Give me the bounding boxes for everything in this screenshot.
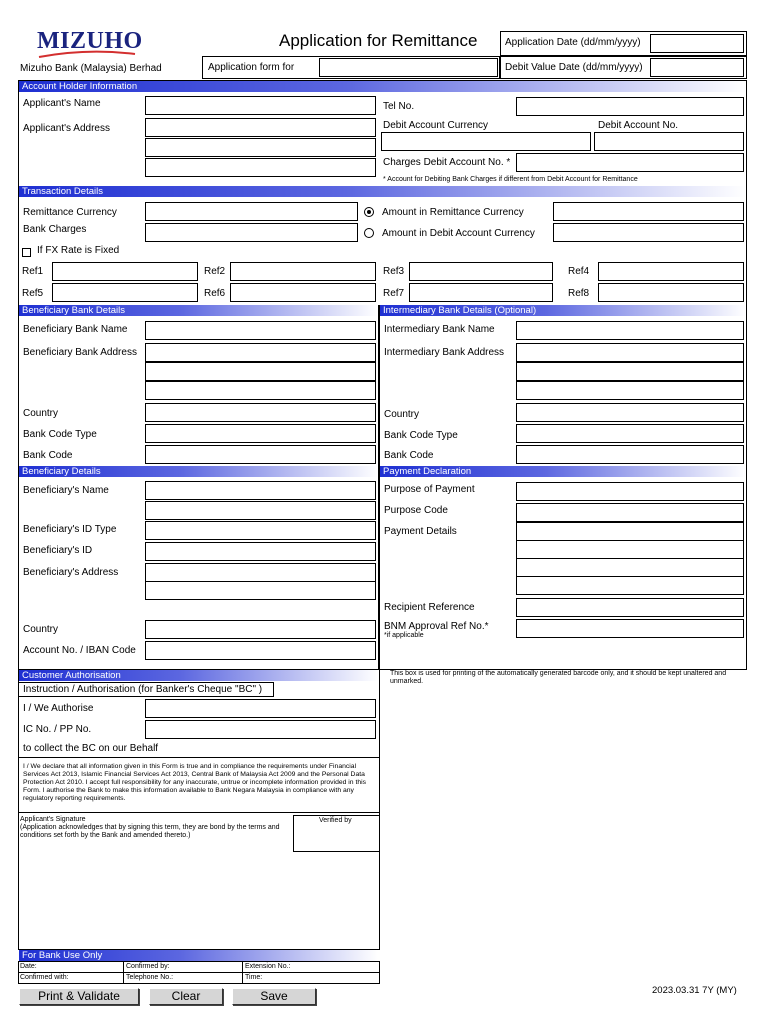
verified-label: Verified by [319, 817, 352, 824]
page-title: Application for Remittance [279, 31, 478, 50]
barcode-note: This box is used for printing of the automatically generated barcode only, and it should be kept unaltered and unmarked. [390, 670, 727, 685]
bank-charges-label: Bank Charges [23, 224, 87, 235]
ref4-label: Ref4 [568, 266, 590, 277]
account-holder-section-title: Account Holder Information [19, 81, 746, 92]
beneficiary-id-type-label: Beneficiary's ID Type [23, 524, 117, 535]
beneficiary-bank-section-title: Beneficiary Bank Details [19, 305, 378, 316]
recipient-ref-label: Recipient Reference [384, 602, 475, 613]
beneficiary-bank-code-type-label: Bank Code Type [23, 429, 97, 440]
applicant-address-line-3[interactable] [145, 158, 376, 177]
beneficiary-name-line-2[interactable] [145, 501, 376, 520]
ref8-label: Ref8 [568, 288, 590, 299]
logo-text: MIZUHO [37, 28, 143, 54]
tel-label: Tel No. [383, 101, 415, 112]
beneficiary-section-title: Beneficiary Details [19, 466, 378, 477]
we-authorise-input[interactable] [145, 699, 376, 718]
payment-details-line-1[interactable] [516, 522, 744, 541]
beneficiary-bank-name-label: Beneficiary Bank Name [23, 324, 128, 335]
application-date-input[interactable] [650, 34, 744, 53]
beneficiary-bank-address-line-2[interactable] [145, 362, 376, 381]
date-box-divider [500, 55, 747, 57]
ref5-label: Ref5 [22, 288, 44, 299]
beneficiary-id-type-select[interactable] [145, 521, 376, 540]
purpose-code-label: Purpose Code [384, 505, 448, 516]
beneficiary-bank-country-input[interactable] [145, 403, 376, 422]
beneficiary-address-label: Beneficiary's Address [23, 567, 119, 578]
beneficiary-bank-name-input[interactable] [145, 321, 376, 340]
signature-area[interactable] [20, 852, 378, 948]
fx-fixed-checkbox[interactable] [22, 248, 31, 257]
purpose-label: Purpose of Payment [384, 484, 475, 495]
payment-section-title: Payment Declaration [380, 466, 746, 477]
ref6-label: Ref6 [204, 288, 226, 299]
ref3-input[interactable] [409, 262, 553, 281]
declaration-divider [19, 757, 379, 758]
beneficiary-address-line-2[interactable] [145, 581, 376, 600]
beneficiary-name-line-1[interactable] [145, 481, 376, 500]
ref1-label: Ref1 [22, 266, 44, 277]
intermediary-bank-address-line-3[interactable] [516, 381, 744, 400]
ref1-input[interactable] [52, 262, 198, 281]
transaction-section-title: Transaction Details [19, 186, 746, 197]
print-validate-button[interactable]: Print & Validate [19, 988, 139, 1005]
tel-input[interactable] [516, 97, 744, 116]
bank-use-col-divider-2 [242, 961, 243, 984]
ref4-input[interactable] [598, 262, 744, 281]
beneficiary-account-label: Account No. / IBAN Code [23, 645, 136, 656]
bnm-label: BNM Approval Ref No.* [384, 621, 489, 632]
debit-value-date-label: Debit Value Date (dd/mm/yyyy) [505, 62, 643, 73]
beneficiary-bank-address-label: Beneficiary Bank Address [23, 347, 137, 358]
bank-use-col-divider-1 [123, 961, 124, 984]
beneficiary-bank-address-line-1[interactable] [145, 343, 376, 362]
bnm-input[interactable] [516, 619, 744, 638]
remittance-currency-input[interactable] [145, 202, 358, 221]
bank-use-section-title: For Bank Use Only [19, 950, 378, 961]
ref5-input[interactable] [52, 283, 198, 302]
version-label: 2023.03.31 7Y (MY) [652, 985, 737, 996]
beneficiary-account-input[interactable] [145, 641, 376, 660]
application-form-for-input[interactable] [319, 58, 498, 77]
debit-currency-input[interactable] [381, 132, 591, 151]
intermediary-bank-name-input[interactable] [516, 321, 744, 340]
amount-remit-label: Amount in Remittance Currency [382, 207, 524, 218]
logo-swoosh-icon [37, 50, 137, 58]
beneficiary-address-line-1[interactable] [145, 563, 376, 582]
mizuho-logo [37, 28, 143, 62]
bank-confirmed-with-label: Confirmed with: [20, 974, 69, 981]
applicant-address-label: Applicant's Address [23, 123, 110, 134]
ref6-input[interactable] [230, 283, 376, 302]
ref2-input[interactable] [230, 262, 376, 281]
signature-divider [19, 812, 379, 813]
payment-details-label: Payment Details [384, 526, 457, 537]
debit-account-no-label: Debit Account No. [598, 120, 679, 131]
beneficiary-bank-code-type-select[interactable] [145, 424, 376, 443]
application-date-label: Application Date (dd/mm/yyyy) [505, 37, 641, 48]
ref8-input[interactable] [598, 283, 744, 302]
beneficiary-name-label: Beneficiary's Name [23, 485, 109, 496]
we-authorise-label: I / We Authorise [23, 703, 94, 714]
bank-use-row-divider [18, 972, 380, 973]
purpose-input[interactable] [516, 482, 744, 501]
signature-label: Applicant's Signature [20, 816, 86, 823]
remittance-currency-label: Remittance Currency [23, 207, 117, 218]
bank-charges-select[interactable] [145, 223, 358, 242]
beneficiary-country-input[interactable] [145, 620, 376, 639]
amount-remit-radio[interactable] [364, 207, 374, 217]
ic-label: IC No. / PP No. [23, 724, 92, 735]
intermediary-bank-address-label: Intermediary Bank Address [384, 347, 505, 358]
intermediary-bank-section-title: Intermediary Bank Details (Optional) [380, 305, 746, 316]
beneficiary-bank-code-label: Bank Code [23, 450, 73, 461]
intermediary-bank-code-type-label: Bank Code Type [384, 430, 458, 441]
intermediary-bank-country-label: Country [384, 409, 420, 420]
beneficiary-id-input[interactable] [145, 542, 376, 561]
intermediary-bank-address-line-1[interactable] [516, 343, 744, 362]
amount-debit-radio[interactable] [364, 228, 374, 238]
recipient-ref-input[interactable] [516, 598, 744, 617]
intermediary-bank-name-label: Intermediary Bank Name [384, 324, 495, 335]
ref7-input[interactable] [409, 283, 553, 302]
bank-time-label: Time: [245, 974, 263, 981]
beneficiary-country-label: Country [23, 624, 59, 635]
instruction-label: Instruction / Authorisation (for Banker's Cheque "BC" ) [23, 684, 263, 695]
bank-date-label: Date: [20, 963, 37, 970]
intermediary-bank-country-input[interactable] [516, 403, 744, 422]
charges-debit-input[interactable] [516, 153, 744, 172]
intermediary-bank-code-input[interactable] [516, 445, 744, 464]
payment-details-line-4[interactable] [516, 576, 744, 595]
fx-fixed-label: If FX Rate is Fixed [37, 245, 120, 256]
save-button[interactable]: Save [232, 988, 316, 1005]
applicant-name-input[interactable] [145, 96, 376, 115]
charges-debit-label: Charges Debit Account No. * [383, 157, 511, 168]
intermediary-bank-code-label: Bank Code [384, 450, 434, 461]
applicant-name-label: Applicant's Name [23, 98, 101, 109]
ref3-label: Ref3 [383, 266, 405, 277]
clear-button[interactable]: Clear [149, 988, 223, 1005]
intermediary-bank-code-type-select[interactable] [516, 424, 744, 443]
bank-name: Mizuho Bank (Malaysia) Berhad [20, 63, 162, 74]
amount-remit-input[interactable] [553, 202, 744, 221]
debit-account-no-input[interactable] [594, 132, 744, 151]
bnm-note: *if applicable [384, 632, 424, 639]
bank-telephone-label: Telephone No.: [126, 974, 174, 981]
signature-note: (Application acknowledges that by signing this term, they are bond by the terms and conditions set forth by the Bank and amended thereto.) [20, 824, 280, 839]
ref7-label: Ref7 [383, 288, 405, 299]
column-divider [378, 305, 380, 670]
bank-extension-label: Extension No.: [245, 963, 291, 970]
beneficiary-bank-country-label: Country [23, 408, 59, 419]
debit-value-date-input[interactable] [650, 58, 744, 77]
amount-debit-label: Amount in Debit Account Currency [382, 228, 535, 239]
debit-currency-label: Debit Account Currency [383, 120, 489, 131]
ic-input[interactable] [145, 720, 376, 739]
beneficiary-id-label: Beneficiary's ID [23, 545, 93, 556]
amount-debit-input[interactable] [553, 223, 744, 242]
beneficiary-bank-code-input[interactable] [145, 445, 376, 464]
purpose-code-select[interactable] [516, 503, 744, 522]
charges-note: * Account for Debiting Bank Charges if different from Debit Account for Remittance [383, 176, 638, 183]
beneficiary-bank-address-line-3[interactable] [145, 381, 376, 400]
ref2-label: Ref2 [204, 266, 226, 277]
declaration-text: I / We declare that all information given in this Form is true and in compliance the requirements under Financial Services Act 2013, Islamic Financial Services Act 2013, Central Bank of Malaysia Act 2009 and the Personal Data Protection Act 2010. I accept full responsibility for any inaccurate, untrue or incomplete information provided in this Form. I authorise the Bank to make this information available to Bank Negara Malaysia in compliance with any regulatory reporting requirements. [23, 763, 367, 802]
payment-details-line-3[interactable] [516, 558, 744, 577]
intermediary-bank-address-line-2[interactable] [516, 362, 744, 381]
collect-label: to collect the BC on our Behalf [23, 743, 159, 754]
applicant-address-line-1[interactable] [145, 118, 376, 137]
authorisation-section-title: Customer Authorisation [19, 670, 378, 681]
bank-confirmed-by-label: Confirmed by: [126, 963, 170, 970]
applicant-address-line-2[interactable] [145, 138, 376, 157]
payment-details-line-2[interactable] [516, 540, 744, 559]
application-form-for-label: Application form for [208, 62, 295, 73]
